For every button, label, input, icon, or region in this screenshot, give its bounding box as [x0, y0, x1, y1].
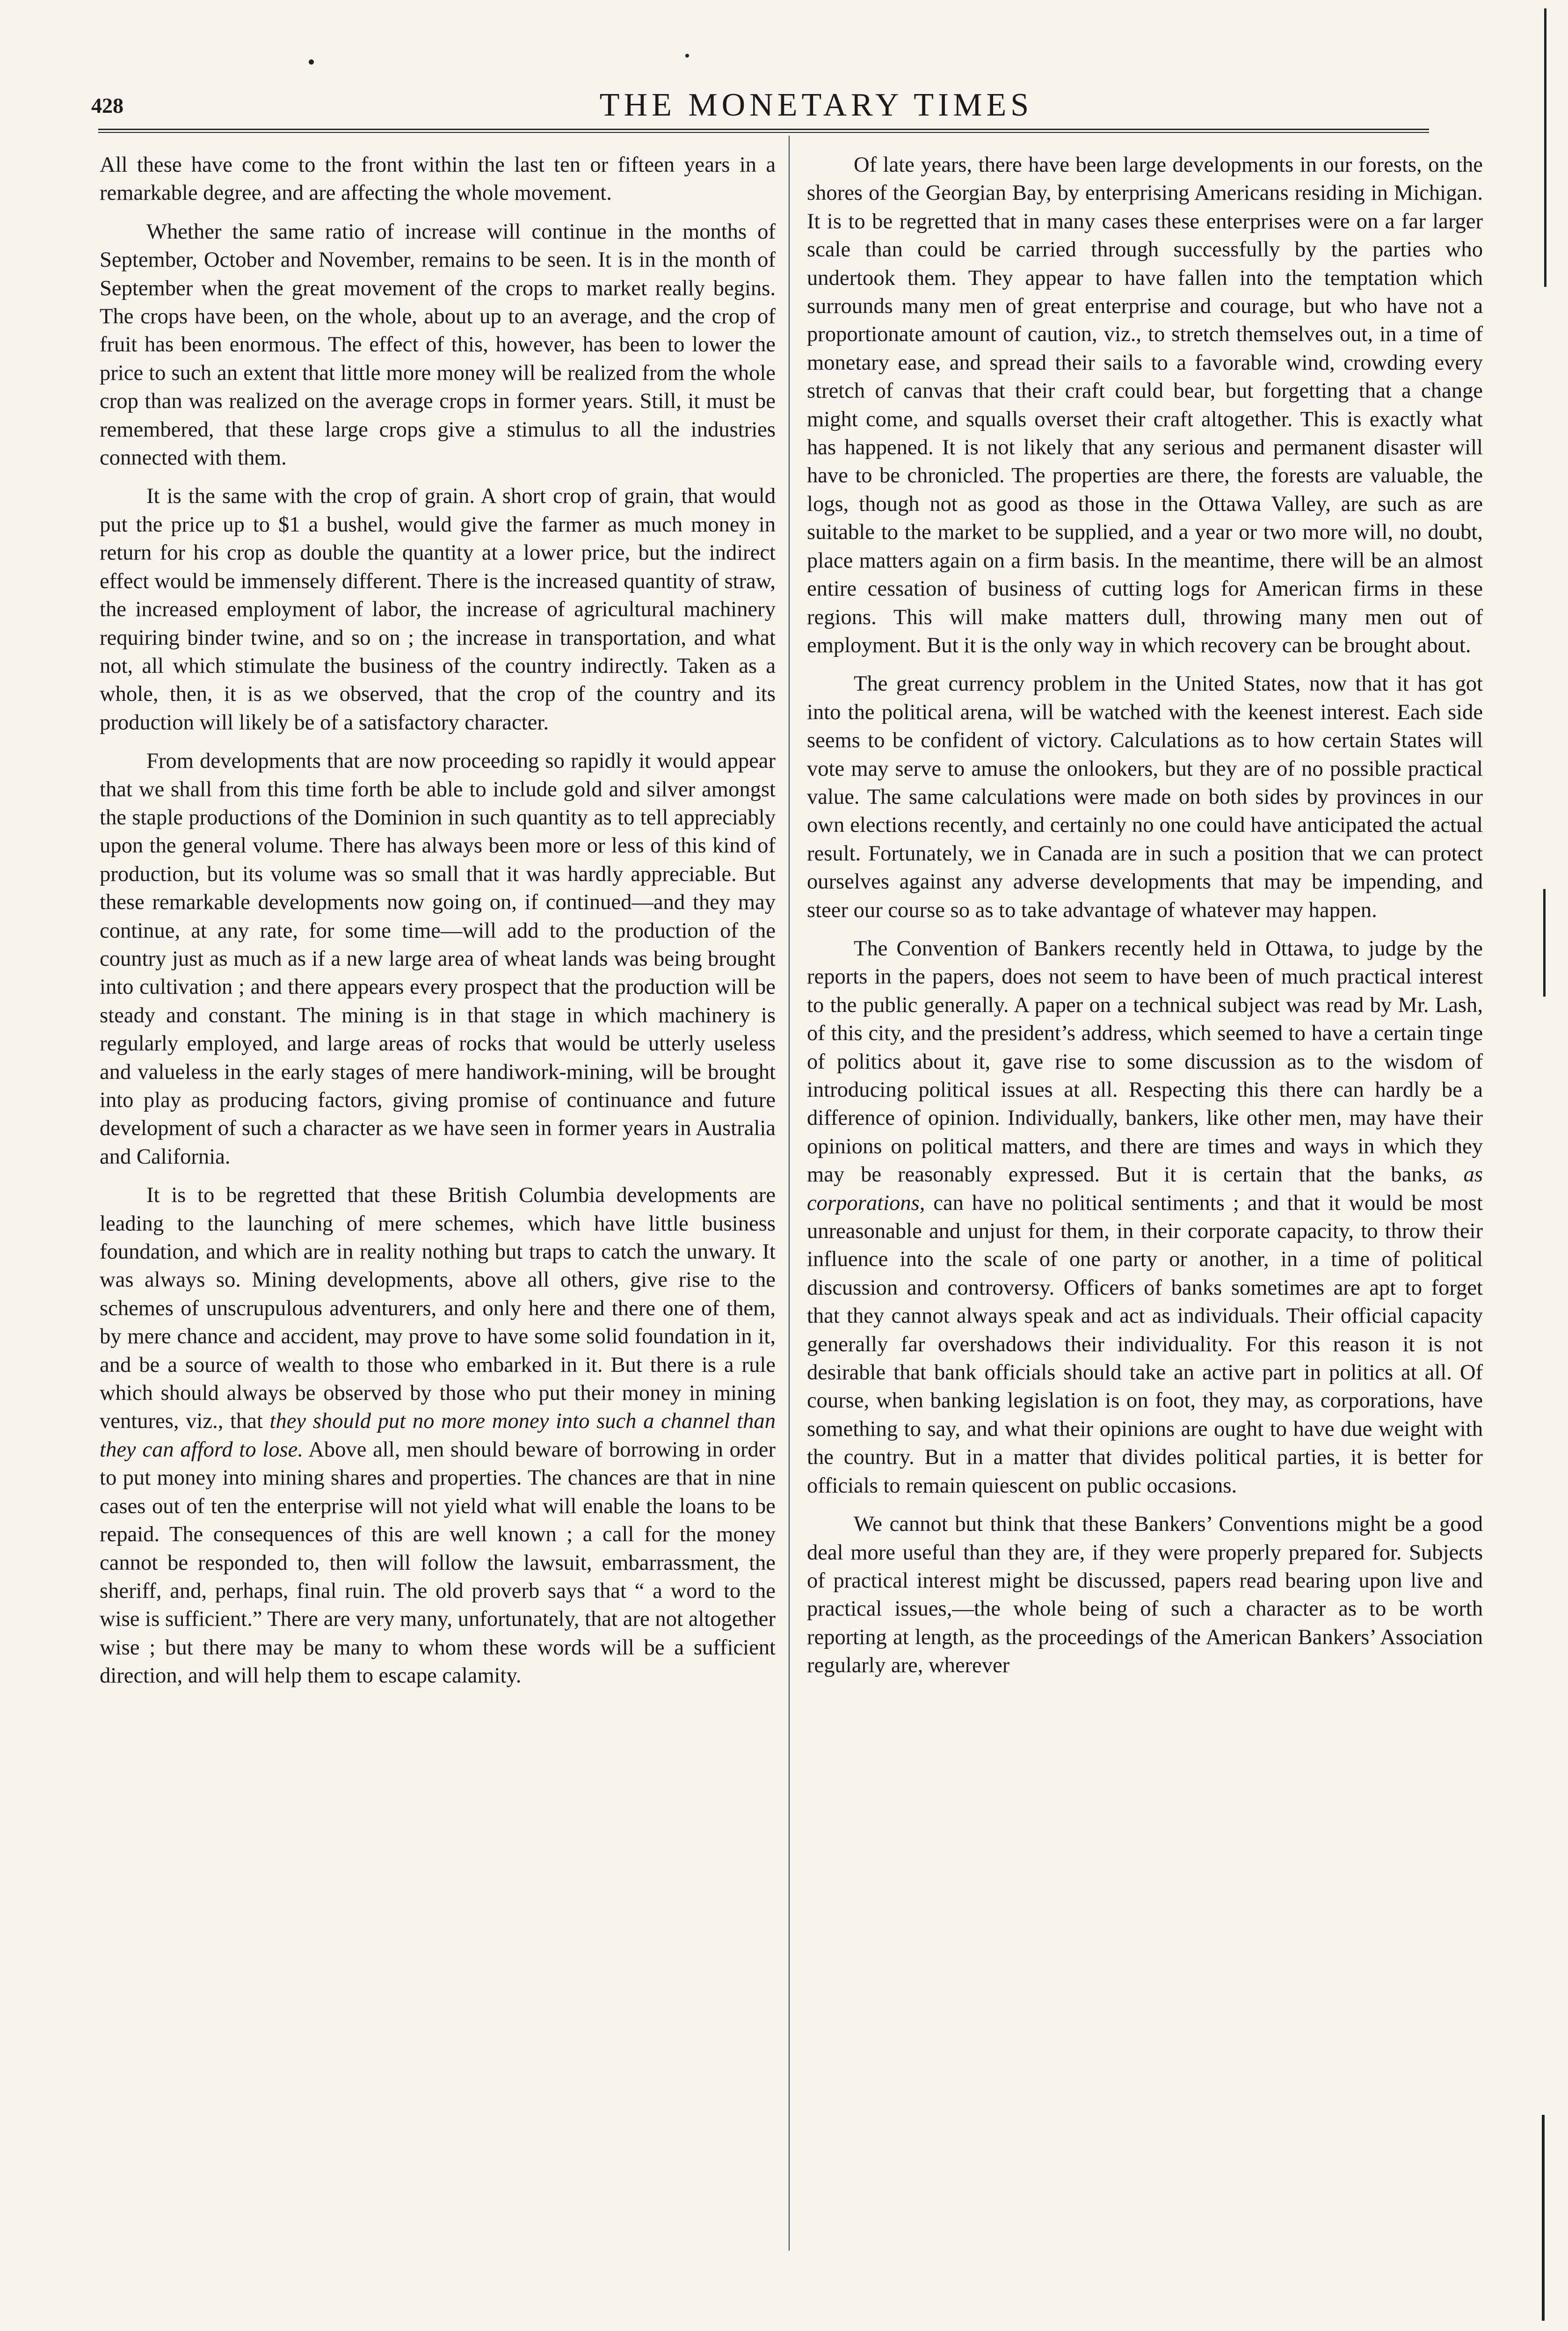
paragraph: It is the same with the crop of grain. A short crop of grain, that would put the price up to $1 a bushel, would give the farmer as much money in return for his crop as double the quantity at a lower price, but the indirect effect would be immensely different. There is the increased quantity of straw, the increased employment of labor, the increase of agricultural machinery requiring binder twine, and so on ; the increase in transportation, and what not, all which stimulate the business of the country indirectly. Taken as a whole, then, it is as we observed, that the crop of the country and its production will likely be of a satisfactory character. — [100, 484, 776, 735]
paragraph: From developments that are now proceeding so rapidly it would appear that we shall from this time forth be able to include gold and silver amongst the staple productions of the Dominion in such quantity as to tell appreciably upon the general volume. There has always been more or less of this kind of production, but its volume was so small that it was hardly appreciable. But these remarkable developments now going on, if continued—and they may continue, at any rate, for some time—will add to the production of the country just as much as if a new large area of wheat lands was being brought into cultivation ; and there appears every prospect that the production will be steady and constant. The mining is in that stage in which machinery is regularly employed, and large areas of rocks that would be utterly useless and valueless in the early stages of mere handiwork-mining, will be brought into play as producing factors, giving promise of continuance and future development of such a character as we have seen in former years in Australia and California. — [100, 749, 776, 1169]
right-column — [807, 151, 1483, 2308]
paragraph: All these have come to the front within the last ten or fifteen years in a remarkable degree, and are affecting the whole movement. — [100, 153, 776, 205]
paragraph: The great currency problem in the United States, now that it has got into the political arena, will be watched with the keenest interest. Each side seems to be confident of victory. Calculations as to how certain States will vote may serve to amuse the onlookers, but they are of no possible practical value. The same calculations were made on both sides by provinces in our own elections recently, and certainly no one could have anticipated the actual result. Fortunately, we in Canada are in such a position that we can protect ourselves against any adverse developments that may be impending, and steer our course so as to take advantage of whatever may happen. — [807, 671, 1483, 922]
paragraph — [807, 934, 1483, 1500]
ink-speck — [309, 59, 314, 65]
left-column — [100, 151, 776, 2308]
masthead-title: THE MONETARY TIMES — [599, 87, 1033, 123]
paragraph-text: It is to be regretted that these British Columbia developments are leading to the launching of mere schemes, which have little business foundation, and which are in reality nothing but traps to catch the unwary. It was always so. Mining developments, above all others, give rise to the schemes of unscrupulous adventurers, and only here and there one of them, by mere chance and accident, may prove to have some solid foundation in it, and be a source of wealth to those who embarked in it. But there is a rule which should always be observed by those who put their money in mining ventures, viz., that — [100, 1183, 776, 1434]
paragraph: Of late years, there have been large developments in our forests, on the shores of the Georgian Bay, by enterprising Americans residing in Michigan. It is to be regretted that in many cases these enterprises were on a far larger scale than could be carried through successfully by the parties who undertook them. They appear to have fallen into the temptation which surrounds many men of great enterprise and courage, but who have not a proportionate amount of caution, viz., to stretch themselves out, in a time of monetary ease, and spread their sails to a favorable wind, crowding every stretch of canvas that their craft could bear, but forgetting that a change might come, and squalls overset their craft altogether. This is exactly what has happened. It is not likely that any serious and permanent disaster will have to be chronicled. The properties are there, the forests are valuable, the logs, though not as good as those in the Ottawa Valley, are such as are suitable to the market to be supplied, and a year or two more will, no doubt, place matters again on a firm basis. In the meantime, there will be an almost entire cessation of business of cutting logs for American firms in these regions. This will make matters dull, throwing many men out of employment. But it is the only way in which recovery can be brought about. — [807, 153, 1483, 657]
page-number: 428 — [91, 94, 123, 117]
header-rule — [98, 129, 1429, 133]
paragraph-text: The Convention of Bankers recently held in Ottawa, to judge by the reports in the papers, does not seem to have been of much practical interest to the public generally. A paper on a technical subject was read by Mr. Lash, of this city, and the president’s address, which seemed to have a certain tinge of politics about it, gave rise to some discussion as to the wisdom of introducing political issues at all. Respecting this there can hardly be a difference of opinion. Individually, bankers, like other men, may have their opinions on political matters, and there are times and ways in which they may be reasonably expressed. But it is certain that the banks, — [807, 936, 1483, 1187]
emphasis-text: as corporations, — [807, 1162, 1483, 1215]
page-edge-mark — [1544, 8, 1546, 287]
column-divider — [789, 136, 790, 2251]
paragraph: Whether the same ratio of increase will continue in the months of September, October and November, remains to be seen. It is in the month of September when the great movement of the crops to market really begins. The crops have been, on the whole, about up to an average, and the crop of fruit has been enormous. The effect of this, however, has been to lower the price to such an extent that little more money will be realized from the whole crop than was realized on the average crops in former years. Still, it must be remembered, that these large crops give a stimulus to all the industries connected with them. — [100, 219, 776, 470]
page-header — [91, 87, 1436, 129]
paragraph: We cannot but think that these Bankers’ Conventions might be a good deal more useful than they are, if they were properly prepared for. Subjects of practical interest might be discussed, papers read bearing upon live and practical issues,—the whole being of such a character as to be worth reporting at length, as the proceedings of the American Bankers’ Association regularly are, wherever — [807, 1512, 1483, 1678]
ink-speck — [685, 54, 689, 58]
page-edge-mark — [1542, 2115, 1545, 2321]
page-edge-mark — [1543, 889, 1546, 997]
paragraph-text: can have no political sentiments ; and that it would be most unreasonable and unjust for them, in their corporate capacity, to throw their influence into the scale of one party or another, in a time of political discussion and controversy. Officers of banks sometimes are apt to forget that they cannot always speak and act as individuals. Their official capacity generally far overshadows their individuality. For this reason it is not desirable that bank officials should take an active part in politics at all. Of course, when banking legislation is on foot, they may, as corporations, have something to say, and what their opinions are ought to have due weight with the country. But in a matter that divides political parties, it is better for officials to remain quiescent on public occasions. — [807, 1190, 1483, 1498]
paragraph-text: Above all, men should beware of borrowing in order to put money into mining shares and properties. The chances are that in nine cases out of ten the enterprise will not yield what will enable the loans to be repaid. The consequences of this are well known ; a call for the money cannot be responded to, then will follow the lawsuit, embarrassment, the sheriff, and, perhaps, final ruin. The old proverb says that “ a word to the wise is sufficient.” There are very many, unfortunately, that are not altogether wise ; but there may be many to whom these words will be a sufficient direction, and will help them to escape calamity. — [100, 1437, 776, 1688]
emphasis-text: they should put no more money into such a channel than they can afford to lose. — [100, 1409, 776, 1462]
paragraph — [100, 1181, 776, 1690]
